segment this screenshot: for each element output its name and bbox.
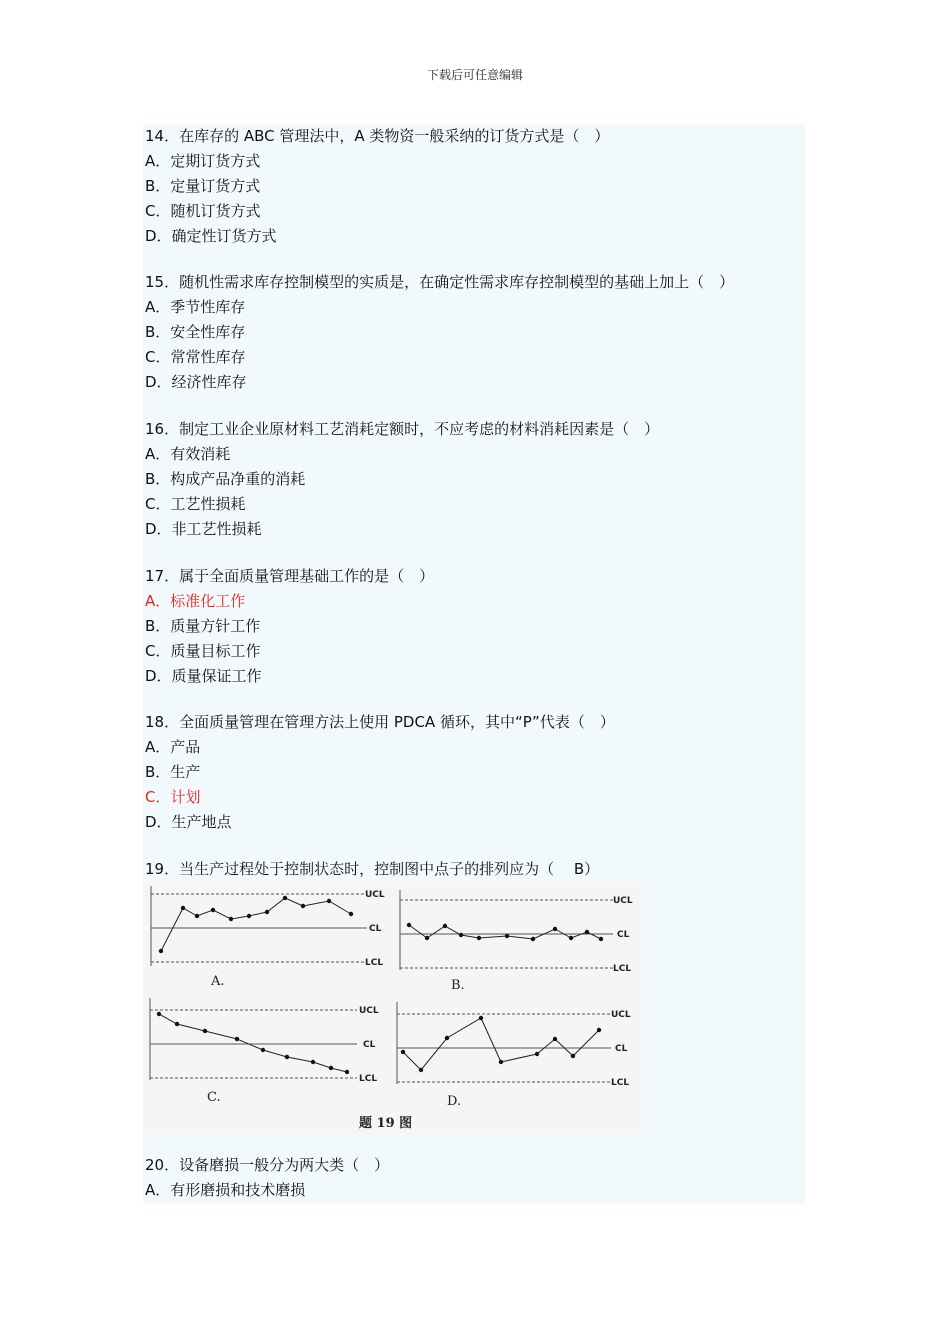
option-d: D．确定性订货方式 — [145, 227, 277, 245]
panel-label-c: C. — [207, 1090, 221, 1105]
question-16 — [145, 417, 805, 542]
cl-label-c: CL — [363, 1040, 376, 1050]
ucl-label-a: UCL — [365, 890, 385, 900]
option-b: B．质量方针工作 — [145, 617, 261, 635]
cl-label-d: CL — [615, 1044, 628, 1054]
option-d: D．质量保证工作 — [145, 667, 262, 685]
cl-label-a: CL — [369, 924, 382, 934]
option-d: D．经济性库存 — [145, 373, 247, 391]
control-chart-figure — [145, 882, 640, 1132]
ucl-label-c: UCL — [359, 1006, 379, 1016]
option-c: C．质量目标工作 — [145, 642, 261, 660]
option-a: A．季节性库存 — [145, 298, 246, 316]
option-b: B．生产 — [145, 763, 201, 781]
question-20 — [145, 1153, 805, 1203]
option-a-highlighted: A．标准化工作 — [145, 592, 246, 610]
question-stem: 17．属于全面质量管理基础工作的是（ ） — [145, 567, 435, 585]
question-stem: 20．设备磨损一般分为两大类（ ） — [145, 1156, 390, 1174]
cl-label-b: CL — [617, 930, 630, 940]
page-header: 下载后可任意编辑 — [426, 68, 523, 82]
option-b: B．定量订货方式 — [145, 177, 261, 195]
option-c: C．常常性库存 — [145, 348, 246, 366]
lcl-label-c: LCL — [359, 1074, 378, 1084]
panel-label-b: B. — [451, 978, 465, 993]
ucl-label-d: UCL — [611, 1010, 631, 1020]
option-a: A．有形磨损和技术磨损 — [145, 1181, 306, 1199]
series-a — [161, 898, 351, 951]
option-c: C．工艺性损耗 — [145, 495, 246, 513]
control-chart-svg — [145, 882, 640, 1132]
series-c — [159, 1014, 347, 1072]
question-19 — [145, 857, 805, 882]
lcl-label-b: LCL — [613, 964, 632, 974]
lcl-label-d: LCL — [611, 1078, 630, 1088]
question-stem: 19．当生产过程处于控制状态时，控制图中点子的排列应为（ B） — [145, 860, 600, 878]
question-14 — [145, 124, 805, 249]
option-c: C．随机订货方式 — [145, 202, 261, 220]
question-17 — [145, 564, 805, 689]
lcl-label-a: LCL — [365, 958, 384, 968]
question-stem: 14．在库存的 ABC 管理法中，A 类物资一般采纳的订货方式是（ ） — [145, 127, 610, 145]
question-18 — [145, 710, 805, 835]
question-stem: 18．全面质量管理在管理方法上使用 PDCA 循环，其中“P”代表（ ） — [145, 713, 615, 731]
question-15 — [145, 270, 805, 395]
option-b: B．构成产品净重的消耗 — [145, 470, 306, 488]
option-d: D．非工艺性损耗 — [145, 520, 262, 538]
figure-caption: 题 19 图 — [359, 1116, 413, 1131]
panel-label-d: D. — [447, 1094, 462, 1109]
question-stem: 15．随机性需求库存控制模型的实质是，在确定性需求库存控制模型的基础上加上（ ） — [145, 273, 735, 291]
option-b: B．安全性库存 — [145, 323, 246, 341]
option-a: A．定期订货方式 — [145, 152, 261, 170]
panel-label-a: A. — [211, 974, 225, 989]
option-a: A．有效消耗 — [145, 445, 231, 463]
ucl-label-b: UCL — [613, 896, 633, 906]
option-c-highlighted: C．计划 — [145, 788, 201, 806]
option-a: A．产品 — [145, 738, 201, 756]
question-stem: 16．制定工业企业原材料工艺消耗定额时，不应考虑的材料消耗因素是（ ） — [145, 420, 660, 438]
option-d: D．生产地点 — [145, 813, 232, 831]
